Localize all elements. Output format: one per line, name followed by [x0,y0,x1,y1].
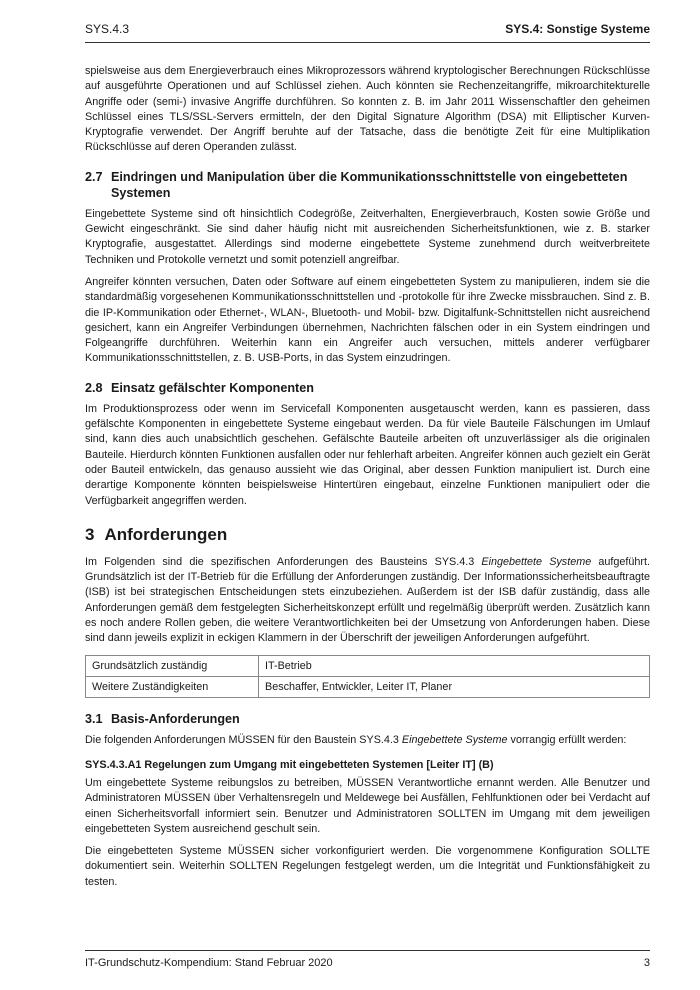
table-row [86,676,650,697]
section-number: 2.8 [85,380,103,395]
table-cell-label: Weitere Zuständigkeiten [86,676,259,697]
section-2-7-paragraph-1: Eingebettete Systeme sind oft hinsichtlich Codegröße, Zeitverhalten, Energieverbrauch, Kosten sowie Größe und Gewicht eingeschränkt. Sie sind daher häufig nicht mit ausreichenden Sicherheitsfunktionen, wie z. B. starker Kryptografie, ausgestattet. Allerdings sind moderne eingebettete Systeme zunehmend durch weitverbreitete Techniken und Protokolle vernetzt und somit potenziell angreifbar. [85,207,650,266]
header-chapter-title: SYS.4: Sonstige Systeme [505,22,650,36]
section-heading-3-1 [85,711,650,727]
responsibility-table [85,655,650,698]
section-2-8-paragraph: Im Produktionsprozess oder wenn im Servicefall Komponenten ausgetauscht werden, kann es passieren, dass gefälschte Komponenten in eingebettete Systeme eingebaut werden. Da für viele Bauteile Fälschungen im Umlauf sind, kann dies auch unabsichtlich geschehen. Gefälschte Bauteile arbeiten oft unzuverlässiger als die originalen Bauteile. Hierdurch könnten Funktionen ausfallen oder nur fehlerhaft arbeiten. Angreifer können auch gezielt ein Gerät oder Bauteil entwickeln, das genauso aussieht wie das Original, aber dessen Funktion manipuliert ist. Durch eine derartige Komponente könnten beispielsweise Hintertüren eingebaut, einzelne Funktionen manipuliert oder die Verfügbarkeit angegriffen werden. [85,402,650,507]
section-3-1-paragraph [85,733,650,748]
footer-divider [85,950,650,951]
section-number: 2.7 [85,169,103,184]
chapter-title: Anforderungen [104,524,228,544]
chapter-heading-3 [85,525,650,545]
text-run: Die folgenden Anforderungen MÜSSEN für den Baustein SYS.4.3 [85,733,402,746]
module-name: Eingebettete Systeme [401,733,508,746]
page-header [85,22,650,40]
section-title: Eindringen und Manipulation über die Kommunikationsschnittstelle von eingebetteten Systemen [111,169,628,200]
page-number: 3 [643,957,650,969]
requirement-a1-paragraph-2: Die eingebetteten Systeme MÜSSEN sicher vorkonfiguriert werden. Die vorgenommene Konfiguration SOLLTE dokumentiert sein. Weiterhin SOLLTEN Regelungen festgelegt werden, um die Integrität und Funktionsfähigkeit zu testen. [85,845,650,888]
section-heading-2-8 [85,380,650,396]
table-cell-value: Beschaffer, Entwickler, Leiter IT, Planer [259,676,650,697]
requirement-heading-a1: SYS.4.3.A1 Regelungen zum Umgang mit eingebetteten Systemen [Leiter IT] (B) [85,758,494,771]
chapter-number: 3 [85,524,95,544]
table-cell-label: Grundsätzlich zuständig [86,655,259,676]
intro-paragraph: spielsweise aus dem Energieverbrauch eines Mikroprozessors während kryptologischer Berechnungen Rückschlüsse auf ausgeführte Operationen und auf Schlüssel ziehen. Auch könnten sie Rechenzeitangriffe, mikroarchitekturelle Angriffe oder (semi-) invasive Angriffe durchführen. So konnten z. B. im Jahr 2011 Wissenschaftler den geheimen Schlüssel eines TLS/SSL-Servers ermitteln, der den Digital Signature Algorithm (DSA) mit Elliptischer Kurven-Kryptografie verwendet. Der Angriff beruhte auf der Tatsache, dass die benötigte Zeit für eine Multiplikation Rückschlüsse auf deren Operanden zulässt. [85,65,650,154]
page-content [85,64,650,897]
text-run: aufgeführt. Grundsätzlich ist der IT-Betrieb für die Erfüllung der Anforderungen zuständig. Der Informationssicherheitsbeauftragte (ISB) ist bei strategischen Entscheidungen stets einzubeziehen. Außerdem ist der ISB dafür zuständig, dass alle Anforderungen gemäß dem festgelegten Sicherheitskonzept erfüllt und regelmäßig überprüft werden. Zusätzlich kann es noch andere Rollen geben, die weitere Verantwortlichkeiten bei der Umsetzung von Anforderungen haben. Diese sind dann jeweils explizit in eckigen Klammern in der Überschrift der jeweiligen Anforderungen aufgeführt. [85,555,650,645]
document-page [85,0,650,990]
header-divider [85,42,650,43]
requirement-a1-paragraph-1: Um eingebettete Systeme reibungslos zu betreiben, MÜSSEN Verantwortliche ernannt werden. Alle Benutzer und Administratoren MÜSSEN über Verhaltensregeln und Meldewege bei Ausfällen, Fehlfunktionen oder bei Verdacht auf einen Sicherheitsvorfall informiert sein. Benutzer und Administratoren SOLLTEN im Umgang mit dem jeweiligen eingebetteten System ausreichend geschult sein. [85,776,650,835]
text-run: vorrangig erfüllt werden: [507,733,627,746]
section-number: 3.1 [85,711,103,726]
section-heading-2-7 [85,169,650,201]
table-cell-value: IT-Betrieb [259,655,650,676]
section-3-paragraph [85,555,650,647]
header-module-id: SYS.4.3 [85,22,130,36]
section-title: Einsatz gefälschter Komponenten [111,380,314,395]
module-name: Eingebettete Systeme [481,555,592,568]
section-title: Basis-Anforderungen [111,711,240,726]
footer-source: IT-Grundschutz-Kompendium: Stand Februar 2020 [85,957,333,969]
text-run: Im Folgenden sind die spezifischen Anforderungen des Bausteins SYS.4.3 [85,555,482,568]
table-row [86,655,650,676]
section-2-7-paragraph-2: Angreifer könnten versuchen, Daten oder Software auf einem eingebetteten System zu manipulieren, indem sie die standardmäßig vorgesehenen Kommunikationsschnittstellen und -protokolle für ihre Zwecke missbrauchen. Sind z. B. die IP-Kommunikation oder Ethernet-, WLAN-, Bluetooth- und Mobil- bzw. Digitalfunk-Schnittstellen nicht ausreichend gesichert, kann ein Angreifer Verbindungen übernehmen, Nachrichten fälschen oder in ein System eindringen und Folgeangriffe durchführen. Weiterhin kann ein Angreifer auch versuchen, mittels anderer verfügbarer Kommunikationsschnittstellen, z. B. USB-Ports, in das System einzudringen. [85,275,650,365]
